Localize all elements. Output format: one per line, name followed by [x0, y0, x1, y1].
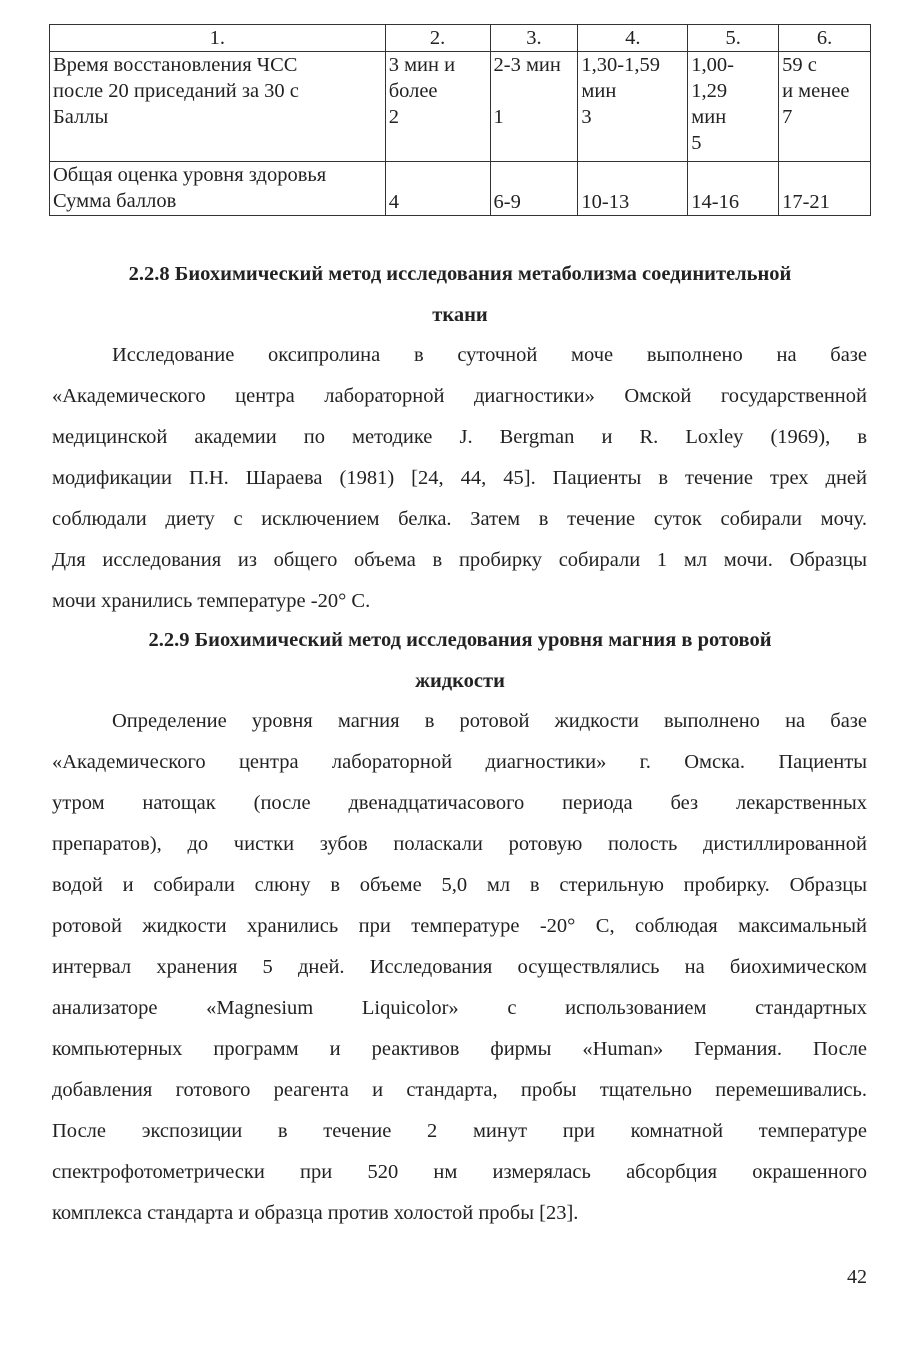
section-heading: 2.2.8 Биохимический метод исследования метаболизма соединительной: [128, 263, 792, 285]
table-cell: 14-16: [688, 162, 779, 216]
table-cell: 10-13: [578, 162, 688, 216]
text-line: утром натощак (после двенадцатичасового периода без лекарственных: [52, 792, 867, 814]
text-line: Для исследования из общего объема в пробирку собирали 1 мл мочи. Образцы: [52, 549, 867, 571]
table-cell: [50, 162, 386, 216]
table-cell: 4: [385, 162, 490, 216]
text-line: После экспозиции в течение 2 минут при комнатной температуре: [52, 1120, 867, 1142]
cell-line: Время восстановления ЧСС: [53, 54, 298, 76]
cell-line: 1,30-1,59: [581, 54, 660, 76]
cell-line: Общая оценка уровня здоровья: [53, 164, 327, 186]
text-line: Исследование оксипролина в суточной моче выполнено на базе: [112, 344, 867, 366]
text-line: спектрофотометрически при 520 нм измерялась абсорбция окрашенного: [52, 1161, 867, 1183]
cell-line: и менее: [782, 80, 850, 102]
text-line: «Академического центра лабораторной диагностики» Омской государственной: [52, 385, 867, 407]
cell-line: 1: [493, 106, 504, 128]
table-cell: [50, 52, 386, 162]
text-line: мочи хранились температуре -20° С.: [52, 590, 371, 612]
cell-line: 3: [581, 106, 592, 128]
table-header-cell: 4.: [578, 25, 688, 52]
cell-line: мин: [691, 106, 727, 128]
cell-line: Сумма баллов: [53, 190, 177, 212]
table-header-cell: 3.: [490, 25, 578, 52]
text-line: Определение уровня магния в ротовой жидкости выполнено на базе: [112, 710, 867, 732]
section-heading: 2.2.9 Биохимический метод исследования уровня магния в ротовой: [148, 629, 772, 651]
table-cell: 6-9: [490, 162, 578, 216]
table-header-row: [50, 25, 871, 52]
cell-line: 5: [691, 132, 702, 154]
table-cell: [490, 52, 578, 162]
text-line: модификации П.Н. Шараева (1981) [24, 44, 45]. Пациенты в течение трех дней: [52, 467, 867, 489]
text-line: «Академического центра лабораторной диагностики» г. Омска. Пациенты: [52, 751, 867, 773]
table-header-cell: 2.: [385, 25, 490, 52]
table-header-cell: 5.: [688, 25, 779, 52]
table-row: [50, 162, 871, 216]
cell-line: 7: [782, 106, 793, 128]
section-heading: ткани: [432, 304, 488, 326]
text-line: соблюдали диету с исключением белка. Затем в течение суток собирали мочу.: [52, 508, 867, 530]
cell-line: после 20 приседаний за 30 с: [53, 80, 299, 102]
table-cell: 17-21: [779, 162, 871, 216]
cell-line: [494, 78, 575, 104]
page-number: 42: [847, 1266, 867, 1288]
table-header-cell: 1.: [50, 25, 386, 52]
cell-line: более: [388, 80, 438, 102]
cell-line: 2: [388, 106, 399, 128]
table-row: [50, 52, 871, 162]
text-line: интервал хранения 5 дней. Исследования осуществлялись на биохимическом: [52, 956, 867, 978]
cell-line: мин: [581, 80, 617, 102]
table-cell: [578, 52, 688, 162]
table-header-cell: 6.: [779, 25, 871, 52]
text-line: препаратов), до чистки зубов поласкали ротовую полость дистиллированной: [52, 833, 867, 855]
paragraph: [52, 701, 867, 1234]
cell-line: 1,00-: [691, 54, 734, 76]
cell-line: 2-3 мин: [493, 54, 561, 76]
table-cell: [385, 52, 490, 162]
text-line: медицинской академии по методике J. Bergman и R. Loxley (1969), в: [52, 426, 867, 448]
section-heading: жидкости: [415, 670, 505, 692]
text-line: добавления готового реагента и стандарта, пробы тщательно перемешивались.: [52, 1079, 867, 1101]
text-line: водой и собирали слюну в объеме 5,0 мл в стерильную пробирку. Образцы: [52, 874, 867, 896]
text-line: анализаторе «Magnesium Liquicolor» с использованием стандартных: [52, 997, 867, 1019]
table-cell: [779, 52, 871, 162]
cell-line: Баллы: [53, 106, 109, 128]
text-line: ротовой жидкости хранились при температуре -20° С, соблюдая максимальный: [52, 915, 867, 937]
paragraph: [52, 335, 867, 622]
text-line: комплекса стандарта и образца против холостой пробы [23].: [52, 1202, 579, 1224]
health-score-table: [49, 24, 871, 216]
text-line: компьютерных программ и реактивов фирмы «Human» Германия. После: [52, 1038, 867, 1060]
table-cell: [688, 52, 779, 162]
cell-line: 59 с: [782, 54, 817, 76]
cell-line: 3 мин и: [388, 54, 456, 76]
cell-line: 1,29: [691, 80, 728, 102]
